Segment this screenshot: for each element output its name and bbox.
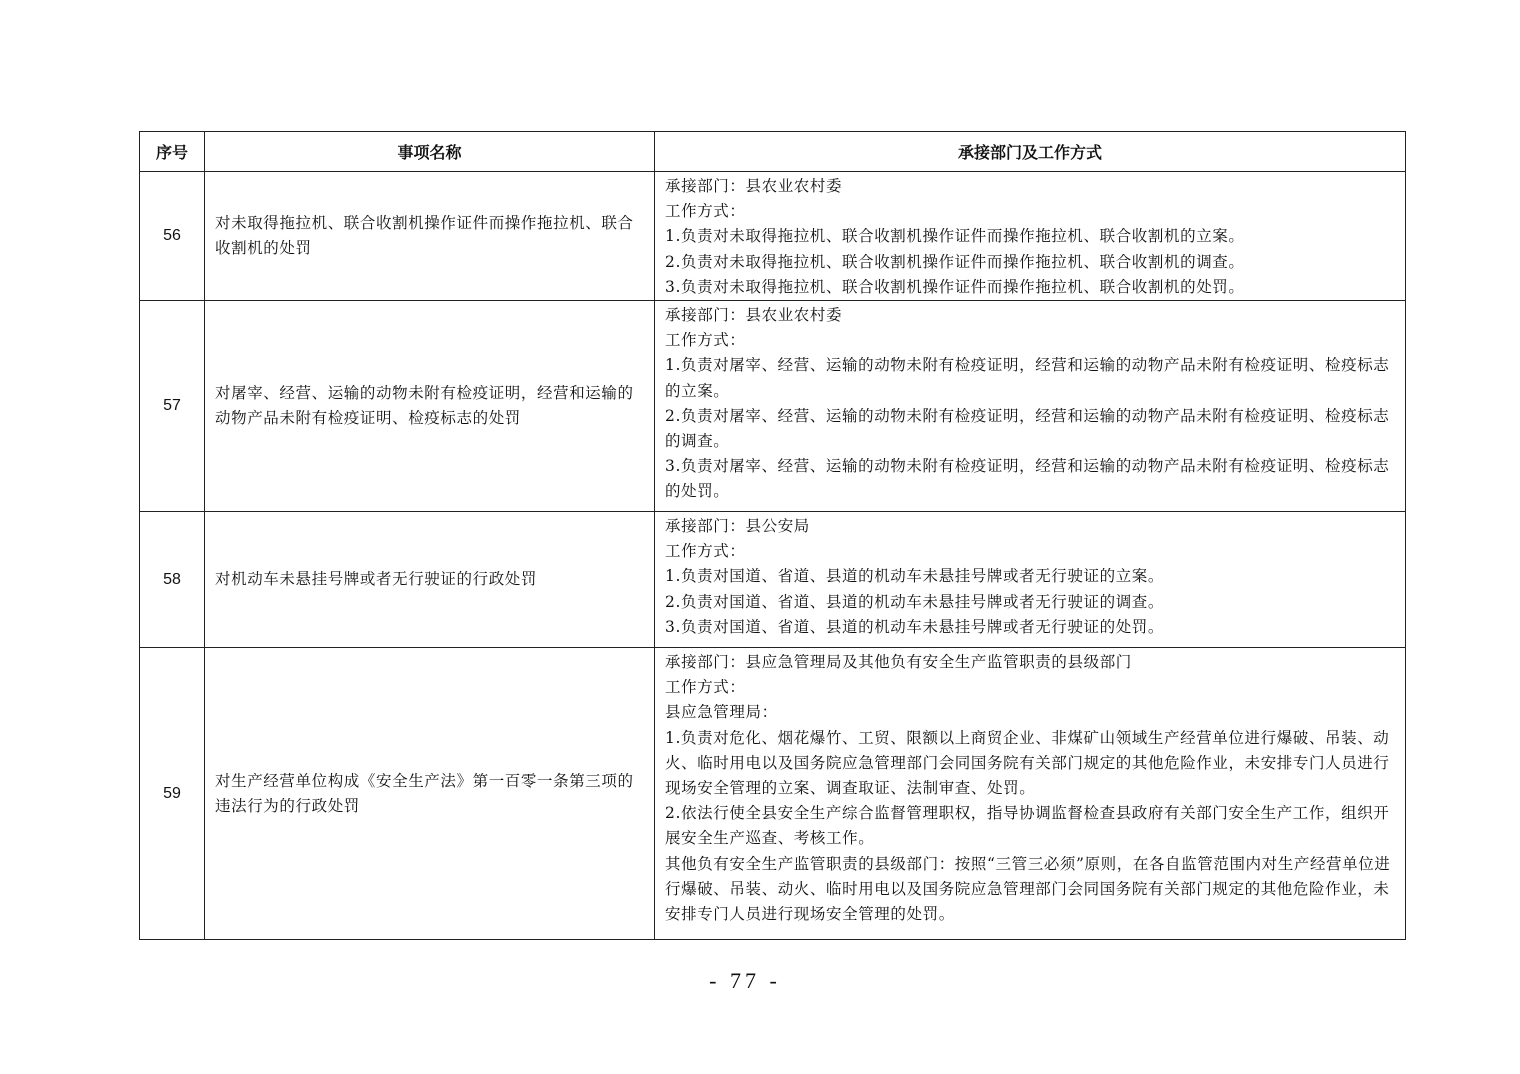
matters-table: [139, 131, 1406, 940]
header-matter-name: 事项名称: [205, 132, 655, 172]
dept-method-cell: [655, 172, 1406, 301]
row-number: 57: [140, 301, 205, 512]
dept-line: 1.负责对国道、省道、县道的机动车未悬挂号牌或者无行驶证的立案。: [665, 567, 1164, 586]
header-dept-and-method: 承接部门及工作方式: [655, 132, 1406, 172]
dept-line: 工作方式：: [665, 542, 746, 561]
table-row: [140, 512, 1406, 648]
dept-line: 承接部门：县应急管理局及其他负有安全生产监管职责的县级部门: [665, 653, 1132, 672]
matter-name: 对生产经营单位构成《安全生产法》第一百零一条第三项的违法行为的行政处罚: [205, 648, 655, 940]
dept-line: 工作方式：: [665, 331, 746, 350]
row-number: 58: [140, 512, 205, 648]
matter-name: 对屠宰、经营、运输的动物未附有检疫证明，经营和运输的动物产品未附有检疫证明、检疫标志的处罚: [205, 301, 655, 512]
dept-line: 2.依法行使全县安全生产综合监督管理职权，指导协调监督检查县政府有关部门安全生产工作，组织开展安全生产巡查、考核工作。: [665, 804, 1390, 848]
dept-line: 县应急管理局：: [665, 703, 778, 722]
dept-line: 3.负责对未取得拖拉机、联合收割机操作证件而操作拖拉机、联合收割机的处罚。: [665, 277, 1245, 296]
dept-line: 承接部门：县公安局: [665, 517, 810, 536]
table-row: [140, 172, 1406, 301]
dept-line: 3.负责对国道、省道、县道的机动车未悬挂号牌或者无行驶证的处罚。: [665, 617, 1164, 636]
table-header-row: [140, 132, 1406, 172]
table-row: [140, 301, 1406, 512]
dept-line: 2.负责对未取得拖拉机、联合收割机操作证件而操作拖拉机、联合收割机的调查。: [665, 252, 1245, 271]
dept-line: 其他负有安全生产监管职责的县级部门：按照“三管三必须”原则，在各自监管范围内对生产经营单位进行爆破、吊装、动火、临时用电以及国务院应急管理部门会同国务院有关部门规定的其他危险作业，未安排专门人员进行现场安全管理的处罚。: [665, 854, 1391, 924]
matter-name: 对未取得拖拉机、联合收割机操作证件而操作拖拉机、联合收割机的处罚: [205, 172, 655, 301]
dept-line: 1.负责对屠宰、经营、运输的动物未附有检疫证明，经营和运输的动物产品未附有检疫证明、检疫标志的立案。: [665, 356, 1390, 400]
matter-name: 对机动车未悬挂号牌或者无行驶证的行政处罚: [205, 512, 655, 648]
dept-line: 工作方式：: [665, 202, 746, 221]
dept-line: 工作方式：: [665, 678, 746, 697]
dept-line: 2.负责对屠宰、经营、运输的动物未附有检疫证明，经营和运输的动物产品未附有检疫证明、检疫标志的调查。: [665, 406, 1390, 451]
row-number: 56: [140, 172, 205, 301]
table-row: [140, 648, 1406, 940]
dept-line: 1.负责对危化、烟花爆竹、工贸、限额以上商贸企业、非煤矿山领域生产经营单位进行爆破、吊装、动火、临时用电以及国务院应急管理部门会同国务院有关部门规定的其他危险作业，未安排专门人员进行现场安全管理的立案、调查取证、法制审查、处罚。: [665, 728, 1390, 798]
dept-method-cell: [655, 648, 1406, 940]
dept-method-cell: [655, 512, 1406, 648]
dept-line: 承接部门：县农业农村委: [665, 177, 843, 195]
dept-line: 承接部门：县农业农村委: [665, 306, 843, 325]
header-number: 序号: [140, 132, 205, 172]
dept-line: 2.负责对国道、省道、县道的机动车未悬挂号牌或者无行驶证的调查。: [665, 592, 1164, 611]
dept-method-cell: [655, 301, 1406, 512]
dept-line: 3.负责对屠宰、经营、运输的动物未附有检疫证明，经营和运输的动物产品未附有检疫证明、检疫标志的处罚。: [665, 457, 1390, 501]
row-number: 59: [140, 648, 205, 940]
dept-line: 1.负责对未取得拖拉机、联合收割机操作证件而操作拖拉机、联合收割机的立案。: [665, 227, 1245, 246]
page-number: - 77 -: [709, 968, 781, 993]
